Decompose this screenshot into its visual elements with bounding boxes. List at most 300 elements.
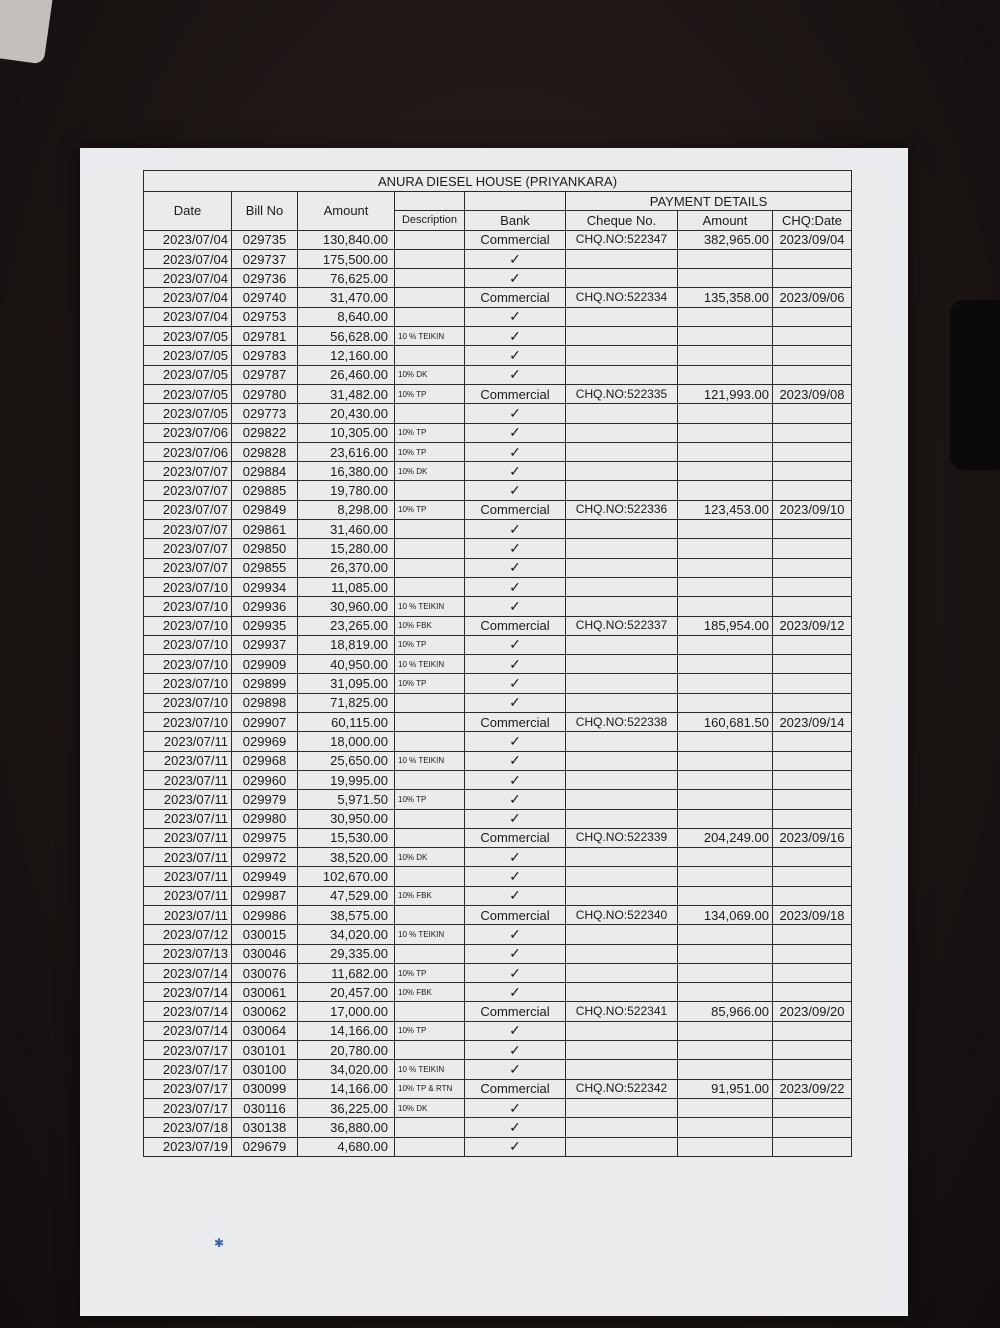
row-cheque-no: CHQ.NO:522341 [566, 1002, 678, 1021]
row-date: 2023/07/07 [144, 520, 232, 539]
row-description: 10 % TEIKIN [395, 925, 465, 944]
row-bank: ✓ [465, 269, 566, 288]
row-bank: Commercial [465, 384, 566, 403]
row-bank: ✓ [465, 481, 566, 500]
row-cheque-date [773, 925, 852, 944]
row-description: 10 % TEIKIN [395, 597, 465, 616]
row-bill-no: 029898 [232, 693, 298, 712]
row-description: 10% DK [395, 848, 465, 867]
row-cheque-date [773, 867, 852, 886]
row-amount: 16,380.00 [298, 462, 395, 481]
row-cheque-date [773, 983, 852, 1002]
row-payment-amount: 85,966.00 [678, 1002, 773, 1021]
row-bill-no: 029849 [232, 500, 298, 519]
row-bank: ✓ [465, 462, 566, 481]
row-bill-no: 030076 [232, 963, 298, 982]
background-device [950, 300, 1000, 470]
table-row [144, 520, 852, 539]
row-description [395, 558, 465, 577]
table-row [144, 307, 852, 326]
row-cheque-date [773, 462, 852, 481]
row-bank: ✓ [465, 963, 566, 982]
row-cheque-no [566, 770, 678, 789]
row-payment-amount: 382,965.00 [678, 230, 773, 249]
table-row [144, 828, 852, 847]
row-amount: 36,225.00 [298, 1098, 395, 1117]
row-amount: 71,825.00 [298, 693, 395, 712]
row-payment-amount [678, 693, 773, 712]
ledger-body [144, 230, 852, 1156]
row-description [395, 539, 465, 558]
row-description: 10% TP [395, 635, 465, 654]
row-description [395, 269, 465, 288]
row-cheque-no [566, 539, 678, 558]
row-bank: ✓ [465, 597, 566, 616]
row-bill-no: 030138 [232, 1118, 298, 1137]
row-cheque-date: 2023/09/20 [773, 1002, 852, 1021]
table-row [144, 1079, 852, 1098]
row-cheque-date [773, 751, 852, 770]
row-payment-amount [678, 442, 773, 461]
row-cheque-date: 2023/09/06 [773, 288, 852, 307]
row-payment-amount [678, 1021, 773, 1040]
row-amount: 36,880.00 [298, 1118, 395, 1137]
row-payment-amount [678, 269, 773, 288]
table-row [144, 288, 852, 307]
row-date: 2023/07/10 [144, 597, 232, 616]
row-bank: ✓ [465, 327, 566, 346]
row-description [395, 944, 465, 963]
row-payment-amount [678, 655, 773, 674]
table-row [144, 577, 852, 596]
row-cheque-no: CHQ.NO:522334 [566, 288, 678, 307]
row-cheque-no [566, 963, 678, 982]
row-description [395, 230, 465, 249]
row-bill-no: 029740 [232, 288, 298, 307]
table-row [144, 423, 852, 442]
row-cheque-date [773, 423, 852, 442]
row-cheque-no [566, 481, 678, 500]
row-description: 10% TP [395, 384, 465, 403]
row-bill-no: 029783 [232, 346, 298, 365]
row-bill-no: 030015 [232, 925, 298, 944]
row-bank: Commercial [465, 905, 566, 924]
table-row [144, 713, 852, 732]
table-row [144, 886, 852, 905]
row-bill-no: 030064 [232, 1021, 298, 1040]
row-payment-amount [678, 944, 773, 963]
row-date: 2023/07/06 [144, 423, 232, 442]
row-bill-no: 030101 [232, 1041, 298, 1060]
row-date: 2023/07/17 [144, 1098, 232, 1117]
row-description: 10% DK [395, 462, 465, 481]
row-cheque-date [773, 790, 852, 809]
row-bank: ✓ [465, 558, 566, 577]
table-row [144, 1002, 852, 1021]
row-payment-amount [678, 481, 773, 500]
row-cheque-no: CHQ.NO:522338 [566, 713, 678, 732]
row-bank: ✓ [465, 925, 566, 944]
row-amount: 20,457.00 [298, 983, 395, 1002]
row-date: 2023/07/05 [144, 404, 232, 423]
row-cheque-date [773, 269, 852, 288]
row-amount: 40,950.00 [298, 655, 395, 674]
row-amount: 76,625.00 [298, 269, 395, 288]
row-amount: 38,520.00 [298, 848, 395, 867]
row-payment-amount [678, 404, 773, 423]
row-bill-no: 029737 [232, 249, 298, 268]
row-payment-amount [678, 790, 773, 809]
row-bill-no: 029935 [232, 616, 298, 635]
row-date: 2023/07/11 [144, 790, 232, 809]
row-amount: 19,995.00 [298, 770, 395, 789]
table-row [144, 269, 852, 288]
table-row [144, 809, 852, 828]
row-description: 10 % TEIKIN [395, 1060, 465, 1079]
row-amount: 31,095.00 [298, 674, 395, 693]
row-description: 10% TP [395, 1021, 465, 1040]
row-date: 2023/07/11 [144, 770, 232, 789]
row-cheque-no [566, 307, 678, 326]
row-amount: 8,298.00 [298, 500, 395, 519]
row-cheque-no: CHQ.NO:522336 [566, 500, 678, 519]
row-amount: 11,085.00 [298, 577, 395, 596]
row-cheque-no [566, 423, 678, 442]
row-cheque-no [566, 751, 678, 770]
row-payment-amount [678, 925, 773, 944]
row-cheque-no [566, 693, 678, 712]
row-bill-no: 030100 [232, 1060, 298, 1079]
row-date: 2023/07/05 [144, 327, 232, 346]
row-cheque-date [773, 1021, 852, 1040]
row-amount: 11,682.00 [298, 963, 395, 982]
row-bank: ✓ [465, 346, 566, 365]
row-payment-amount [678, 1137, 773, 1156]
row-bill-no: 029787 [232, 365, 298, 384]
row-cheque-no [566, 346, 678, 365]
row-amount: 23,616.00 [298, 442, 395, 461]
row-payment-amount [678, 1060, 773, 1079]
row-cheque-no [566, 1137, 678, 1156]
row-payment-amount [678, 751, 773, 770]
row-description: 10 % TEIKIN [395, 327, 465, 346]
row-cheque-no [566, 732, 678, 751]
row-bank: ✓ [465, 249, 566, 268]
row-cheque-no [566, 462, 678, 481]
row-bill-no: 029949 [232, 867, 298, 886]
row-payment-amount: 185,954.00 [678, 616, 773, 635]
row-amount: 47,529.00 [298, 886, 395, 905]
row-payment-amount [678, 1041, 773, 1060]
row-cheque-no [566, 944, 678, 963]
row-payment-amount [678, 809, 773, 828]
row-cheque-no: CHQ.NO:522335 [566, 384, 678, 403]
row-bank: ✓ [465, 1021, 566, 1040]
table-row [144, 249, 852, 268]
header-date: Date [144, 192, 232, 231]
row-date: 2023/07/10 [144, 655, 232, 674]
row-amount: 26,370.00 [298, 558, 395, 577]
row-bill-no: 030099 [232, 1079, 298, 1098]
row-description [395, 905, 465, 924]
row-bill-no: 029909 [232, 655, 298, 674]
table-row [144, 404, 852, 423]
row-date: 2023/07/10 [144, 693, 232, 712]
handwritten-mark: ✱ [214, 1236, 225, 1250]
row-cheque-date [773, 1137, 852, 1156]
table-row [144, 616, 852, 635]
row-date: 2023/07/17 [144, 1060, 232, 1079]
row-cheque-date [773, 963, 852, 982]
row-amount: 14,166.00 [298, 1079, 395, 1098]
header-bank: Bank [465, 211, 566, 230]
row-date: 2023/07/11 [144, 905, 232, 924]
row-date: 2023/07/04 [144, 269, 232, 288]
row-cheque-no [566, 790, 678, 809]
row-bank: ✓ [465, 770, 566, 789]
row-bank: ✓ [465, 1118, 566, 1137]
row-bill-no: 029968 [232, 751, 298, 770]
row-description [395, 481, 465, 500]
sheet-title: ANURA DIESEL HOUSE (PRIYANKARA) [144, 171, 852, 192]
row-bank: ✓ [465, 790, 566, 809]
row-bank: Commercial [465, 1079, 566, 1098]
row-cheque-no [566, 1098, 678, 1117]
paper-sheet [80, 148, 908, 1316]
row-cheque-no [566, 1041, 678, 1060]
row-bill-no: 029828 [232, 442, 298, 461]
row-cheque-no [566, 925, 678, 944]
table-row [144, 635, 852, 654]
table-row [144, 327, 852, 346]
row-cheque-no [566, 249, 678, 268]
row-payment-amount: 123,453.00 [678, 500, 773, 519]
row-bank: ✓ [465, 886, 566, 905]
row-bill-no: 029980 [232, 809, 298, 828]
table-row [144, 674, 852, 693]
row-date: 2023/07/07 [144, 481, 232, 500]
row-payment-amount [678, 983, 773, 1002]
row-cheque-no [566, 520, 678, 539]
row-amount: 30,950.00 [298, 809, 395, 828]
table-row [144, 983, 852, 1002]
row-amount: 102,670.00 [298, 867, 395, 886]
table-row [144, 905, 852, 924]
row-bank: ✓ [465, 404, 566, 423]
row-cheque-date [773, 365, 852, 384]
table-row [144, 867, 852, 886]
row-date: 2023/07/12 [144, 925, 232, 944]
row-bill-no: 029780 [232, 384, 298, 403]
row-date: 2023/07/10 [144, 616, 232, 635]
row-payment-amount: 134,069.00 [678, 905, 773, 924]
row-bill-no: 029987 [232, 886, 298, 905]
row-cheque-no [566, 442, 678, 461]
row-payment-amount [678, 1098, 773, 1117]
row-description: 10% TP [395, 423, 465, 442]
row-cheque-date [773, 809, 852, 828]
row-cheque-date [773, 307, 852, 326]
table-row [144, 925, 852, 944]
row-bill-no: 029822 [232, 423, 298, 442]
row-description [395, 770, 465, 789]
table-row [144, 346, 852, 365]
row-amount: 175,500.00 [298, 249, 395, 268]
row-cheque-date [773, 693, 852, 712]
row-description [395, 1137, 465, 1156]
row-date: 2023/07/18 [144, 1118, 232, 1137]
header-amount: Amount [298, 192, 395, 231]
row-bill-no: 029936 [232, 597, 298, 616]
header-cheque-no: Cheque No. [566, 211, 678, 230]
row-bill-no: 029972 [232, 848, 298, 867]
row-date: 2023/07/05 [144, 365, 232, 384]
row-payment-amount [678, 346, 773, 365]
row-date: 2023/07/11 [144, 886, 232, 905]
row-bill-no: 029937 [232, 635, 298, 654]
row-cheque-date [773, 848, 852, 867]
row-cheque-date: 2023/09/04 [773, 230, 852, 249]
row-bill-no: 030116 [232, 1098, 298, 1117]
row-date: 2023/07/04 [144, 249, 232, 268]
row-cheque-no [566, 327, 678, 346]
table-row [144, 462, 852, 481]
row-amount: 8,640.00 [298, 307, 395, 326]
row-description [395, 577, 465, 596]
row-payment-amount: 91,951.00 [678, 1079, 773, 1098]
row-amount: 38,575.00 [298, 905, 395, 924]
ledger-table [143, 170, 852, 1157]
table-row [144, 963, 852, 982]
row-amount: 31,470.00 [298, 288, 395, 307]
row-bill-no: 029753 [232, 307, 298, 326]
header-blank [465, 192, 566, 211]
row-cheque-no: CHQ.NO:522342 [566, 1079, 678, 1098]
row-payment-amount [678, 963, 773, 982]
row-date: 2023/07/11 [144, 732, 232, 751]
row-amount: 29,335.00 [298, 944, 395, 963]
row-description [395, 1118, 465, 1137]
row-payment-amount [678, 867, 773, 886]
row-bill-no: 029969 [232, 732, 298, 751]
row-bill-no: 029773 [232, 404, 298, 423]
row-payment-amount [678, 539, 773, 558]
row-description: 10% FBK [395, 886, 465, 905]
row-amount: 10,305.00 [298, 423, 395, 442]
row-payment-amount: 160,681.50 [678, 713, 773, 732]
row-description: 10% DK [395, 365, 465, 384]
row-amount: 14,166.00 [298, 1021, 395, 1040]
row-date: 2023/07/11 [144, 848, 232, 867]
row-amount: 15,530.00 [298, 828, 395, 847]
row-amount: 130,840.00 [298, 230, 395, 249]
row-description [395, 1041, 465, 1060]
row-amount: 20,430.00 [298, 404, 395, 423]
table-row [144, 442, 852, 461]
row-description [395, 1002, 465, 1021]
row-bill-no: 029850 [232, 539, 298, 558]
row-date: 2023/07/07 [144, 462, 232, 481]
row-date: 2023/07/11 [144, 809, 232, 828]
row-bank: ✓ [465, 674, 566, 693]
row-amount: 20,780.00 [298, 1041, 395, 1060]
row-bill-no: 029934 [232, 577, 298, 596]
row-cheque-no [566, 404, 678, 423]
row-cheque-date [773, 1098, 852, 1117]
row-cheque-date [773, 1060, 852, 1079]
row-cheque-date [773, 577, 852, 596]
row-description: 10% DK [395, 1098, 465, 1117]
row-description [395, 249, 465, 268]
row-payment-amount [678, 770, 773, 789]
row-bill-no: 029861 [232, 520, 298, 539]
row-bank: Commercial [465, 616, 566, 635]
table-row [144, 539, 852, 558]
row-date: 2023/07/14 [144, 1002, 232, 1021]
row-cheque-no [566, 848, 678, 867]
row-payment-amount [678, 462, 773, 481]
row-amount: 17,000.00 [298, 1002, 395, 1021]
row-amount: 34,020.00 [298, 1060, 395, 1079]
row-description: 10% TP [395, 963, 465, 982]
row-payment-amount [678, 732, 773, 751]
row-amount: 30,960.00 [298, 597, 395, 616]
row-bill-no: 029736 [232, 269, 298, 288]
row-description [395, 713, 465, 732]
row-date: 2023/07/04 [144, 230, 232, 249]
row-bank: Commercial [465, 230, 566, 249]
row-cheque-no: CHQ.NO:522337 [566, 616, 678, 635]
row-date: 2023/07/04 [144, 288, 232, 307]
row-bank: ✓ [465, 867, 566, 886]
row-description: 10% TP [395, 442, 465, 461]
row-payment-amount [678, 249, 773, 268]
row-description [395, 809, 465, 828]
row-date: 2023/07/07 [144, 539, 232, 558]
row-amount: 34,020.00 [298, 925, 395, 944]
row-amount: 31,460.00 [298, 520, 395, 539]
row-cheque-no [566, 809, 678, 828]
row-description [395, 520, 465, 539]
row-bill-no: 029885 [232, 481, 298, 500]
row-amount: 25,650.00 [298, 751, 395, 770]
row-date: 2023/07/13 [144, 944, 232, 963]
row-date: 2023/07/17 [144, 1079, 232, 1098]
row-bill-no: 029979 [232, 790, 298, 809]
table-row [144, 558, 852, 577]
row-bill-no: 029735 [232, 230, 298, 249]
row-payment-amount [678, 674, 773, 693]
header-blank [395, 192, 465, 211]
row-description: 10% TP [395, 500, 465, 519]
row-bank: ✓ [465, 539, 566, 558]
row-payment-amount [678, 597, 773, 616]
row-cheque-date [773, 327, 852, 346]
row-bill-no: 029884 [232, 462, 298, 481]
row-cheque-no [566, 1118, 678, 1137]
table-row [144, 751, 852, 770]
row-bank: ✓ [465, 307, 566, 326]
table-row [144, 770, 852, 789]
row-date: 2023/07/14 [144, 1021, 232, 1040]
row-date: 2023/07/10 [144, 635, 232, 654]
row-amount: 26,460.00 [298, 365, 395, 384]
table-row [144, 230, 852, 249]
row-date: 2023/07/07 [144, 558, 232, 577]
row-amount: 18,000.00 [298, 732, 395, 751]
row-payment-amount: 204,249.00 [678, 828, 773, 847]
row-payment-amount [678, 558, 773, 577]
